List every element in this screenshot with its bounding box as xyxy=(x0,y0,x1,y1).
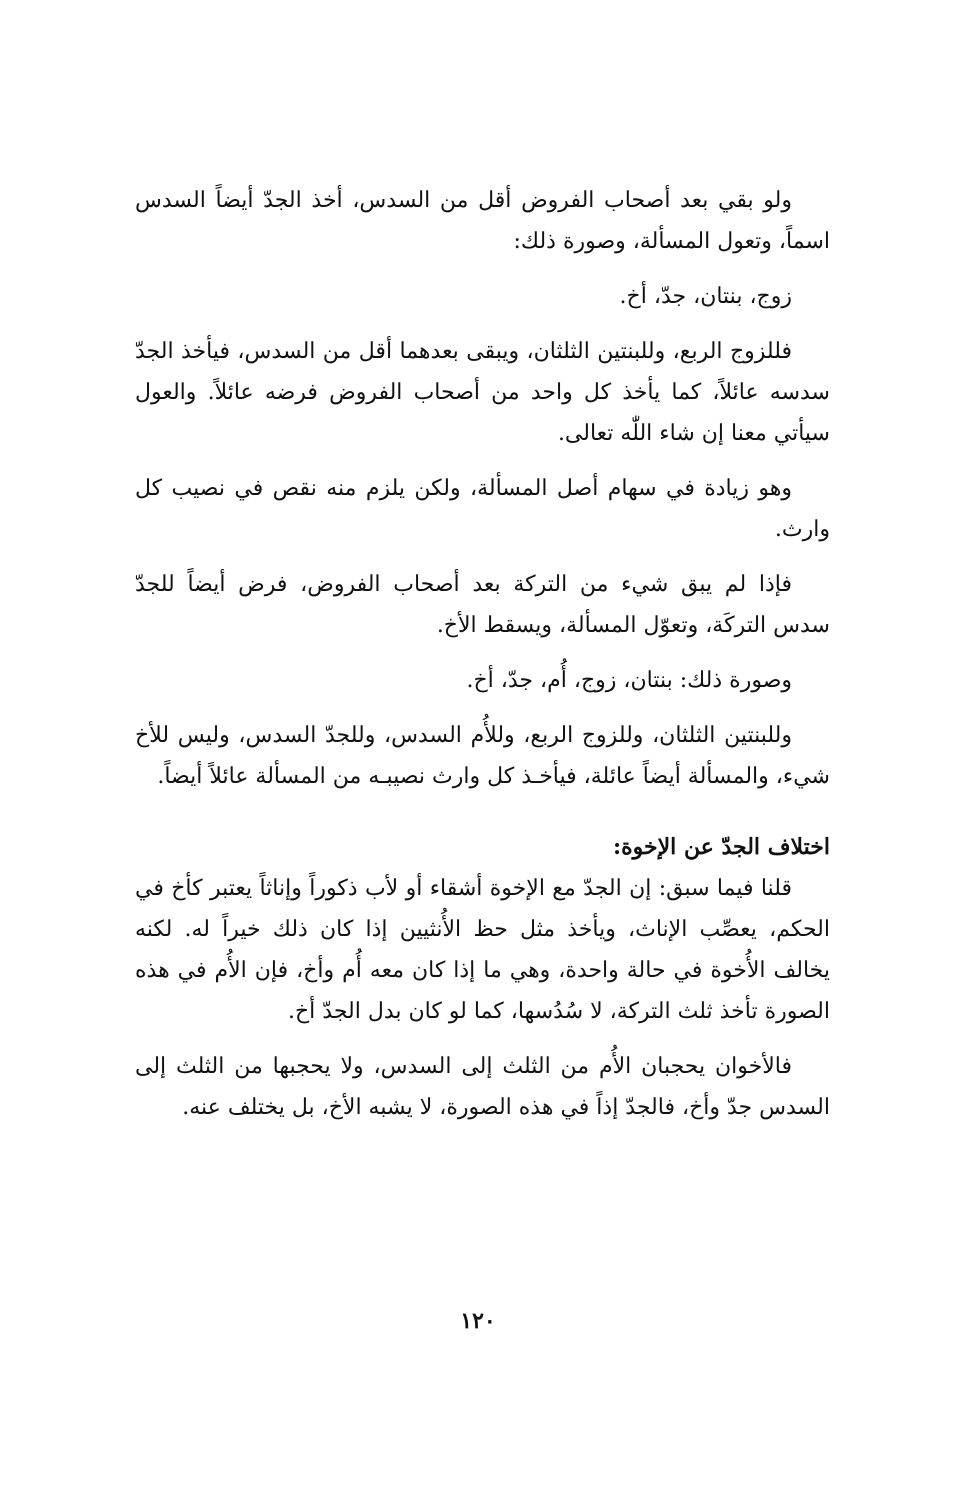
paragraph-3: فللزوج الربع، وللبنتين الثلثان، ويبقى بعدهما أقل من السدس، فيأخذ الجدّ سدسه عائلاً، كما يأخذ كل واحد من أصحاب الفروض فرضه عائلاً. والعول سيأتي معنا إن شاء اللّٰه تعالى. xyxy=(135,339,830,446)
paragraph-4: وهو زيادة في سهام أصل المسألة، ولكن يلزم منه نقص في نصيب كل وارث. xyxy=(135,476,830,542)
page-number: ١٢٠ xyxy=(460,1308,496,1334)
paragraph-7: وللبنتين الثلثان، وللزوج الربع، وللأُم السدس، وللجدّ السدس، وليس للأخ شيء، والمسألة أيضاً عائلة، فيأخـذ كل وارث نصيبـه من المسألة عائلاً أيضاً. xyxy=(135,723,830,789)
paragraph-5: فإذا لم يبق شيء من التركة بعد أصحاب الفروض، فرض أيضاً للجدّ سدس التركَة، وتعوّل المسألة، ويسقط الأخ. xyxy=(135,572,830,638)
paragraph-2: زوج، بنتان، جدّ، أخ. xyxy=(619,284,792,309)
paragraph-1: ولو بقي بعد أصحاب الفروض أقل من السدس، أخذ الجدّ أيضاً السدس اسماً، وتعول المسألة، وصورة ذلك: xyxy=(135,188,830,254)
section-heading: اختلاف الجدّ عن الإخوة: xyxy=(613,834,830,860)
paragraph-6: وصورة ذلك: بنتان، زوج، أُم، جدّ، أخ. xyxy=(466,668,792,693)
section-paragraph-2: فالأخوان يحجبان الأُم من الثلث إلى السدس، ولا يحجبها من الثلث إلى السدس جدّ وأخ، فالجدّ إذاً في هذه الصورة، لا يشبه الأخ، بل يختلف عنه. xyxy=(135,1054,830,1120)
page-body xyxy=(135,180,830,1142)
section-paragraph-1: قلنا فيما سبق: إن الجدّ مع الإخوة أشقاء أو لأب ذكوراً وإناثاً يعتبر كأخ في الحكم، يعصِّب الإناث، ويأخذ مثل حظ الأُنثيين إذا كان ذلك خيراً له. لكنه يخالف الأُخوة في حالة واحدة، وهي ما إذا كان معه أُم وأخ، فإن الأُم في هذه الصورة تأخذ ثلث التركة، لا سُدُسها، كما لو كان بدل الجدّ أخ. xyxy=(135,876,830,1024)
